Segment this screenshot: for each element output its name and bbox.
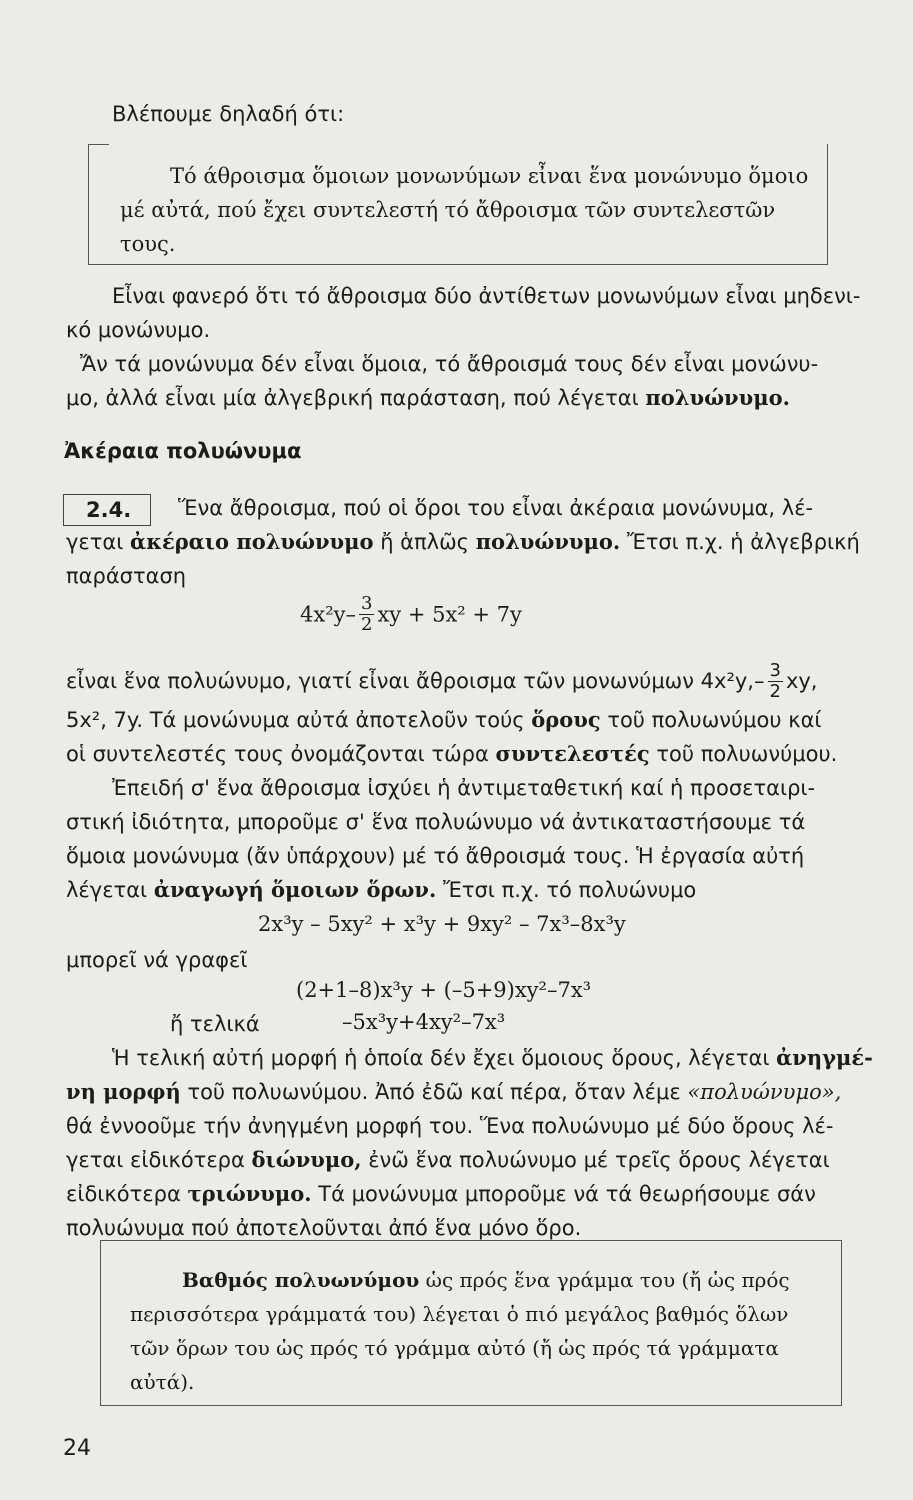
paragraph-5-line-3: ὅμοια μονώνυμα (ἄν ὑπάρχουν) μέ τό ἄθροισμά τους. Ἡ ἐργασία αὐτή [66, 844, 805, 868]
box1-line-3: τους. [120, 232, 176, 256]
paragraph-8-line-1: Ἡ τελική αὐτή μορφή ἡ ὁποία δέν ἔχει ὅμοιους ὅρους, λέγεται ἀνηγμέ- [112, 1045, 873, 1070]
equation-2: 2x³y – 5xy² + x³y + 9xy² – 7x³–8x³y [258, 912, 626, 936]
box1-line-1: Τό άθροισμα ὅμοιων μονωνύμων εἶναι ἕνα μονώνυμο ὅμοιο [170, 164, 809, 188]
paragraph-8-line-5: εἰδικότερα τριώνυμο. Τά μονώνυμα μποροῦμε νά τά θεωρήσουμε σάν [66, 1181, 816, 1206]
paragraph-3-line-3: παράσταση [66, 564, 187, 588]
paragraph-1-line-2: κό μονώνυμο. [66, 318, 211, 342]
section-number: 2.4. [86, 498, 132, 522]
paragraph-2-line-1: Ἄν τά μονώνυμα δέν εἶναι ὅμοια, τό ἄθροισμά τους δέν εἶναι μονώνυ- [80, 352, 819, 376]
box2-line-3: τῶν ὅρων του ὡς πρός τό γράμμα αὐτό (ἤ ὡς πρός τά γράμματα [130, 1336, 779, 1360]
paragraph-3-line-1: Ἕνα ἄθροισμα, πού οἱ ὅροι του εἶναι ἀκέραια μονώνυμα, λέ- [178, 496, 814, 520]
equation-3: (2+1–8)x³y + (–5+9)xy²–7x³ [296, 978, 592, 1002]
paragraph-5-line-2: στική ἰδιότητα, μποροῦμε σ' ἕνα πολυώνυμο νά ἀντικαταστήσουμε τά [66, 810, 806, 834]
paragraph-4-line-3: οἱ συντελεστές τους ὀνομάζονται τώρα συντελεστές τοῦ πολυωνύμου. [66, 741, 838, 766]
term-polynomial: πολυώνυμο. [645, 385, 790, 410]
page-number: 24 [63, 1436, 91, 1461]
paragraph-1-line-1: Εἶναι φανερό ὅτι τό ἄθροισμα δύο ἀντίθετων μονωνύμων εἶναι μηδενι- [112, 284, 861, 308]
paragraph-3-line-2: γεται ἀκέραιο πολυώνυμο ἤ ἁπλῶς πολυώνυμο. Ἔτσι π.χ. ἡ ἀλγεβρική [66, 529, 860, 554]
paragraph-5-line-1: Ἐπειδή σ' ἕνα ἄθροισμα ἰσχύει ἡ ἀντιμεταθετική καί ἡ προσεταιρι- [112, 776, 816, 800]
paragraph-8-line-2: νη μορφή τοῦ πολυωνύμου. Ἀπό ἐδῶ καί πέρα, ὅταν λέμε «πολυώνυμο», [66, 1079, 842, 1104]
box2-line-2: περισσότερα γράμματά του) λέγεται ὁ πιό μεγάλος βαθμός ὅλων [130, 1302, 789, 1326]
paragraph-6: μπορεῖ νά γραφεῖ [66, 948, 248, 972]
equation-4: –5x³y+4xy²–7x³ [342, 1010, 506, 1034]
equation-1: 4x²y– $\frac{3}{2}$ xy + 5x² + 7y [300, 593, 522, 635]
finally-label: ἤ τελικά [170, 1012, 260, 1036]
paragraph-4-line-1: εἶναι ἕνα πολυώνυμο, γιατί εἶναι ἄθροισμα τῶν μονωνύμων 4x²y,– $\frac{3}{2}$ xy, [66, 659, 818, 702]
box2-line-1: Βαθμός πολυωνύμου ὡς πρός ἕνα γράμμα του (ἤ ὡς πρός [182, 1268, 790, 1292]
paragraph-4-line-2: 5x², 7y. Τά μονώνυμα αὐτά ἀποτελοῦν τούς ὅρους τοῦ πολυωνύμου καί [66, 707, 822, 732]
box1-line-2: μέ αὐτά, πού ἔχει συντελεστή τό ἄθροισμα τῶν συντελεστῶν [120, 198, 776, 222]
paragraph-8-line-3: θά ἐννοοῦμε τήν ἀνηγμένη μορφή του. Ἕνα πολυώνυμο μέ δύο ὅρους λέ- [66, 1114, 834, 1138]
paragraph-8-line-4: γεται εἰδικότερα διώνυμο, ἐνῶ ἕνα πολυώνυμο μέ τρεῖς ὅρους λέγεται [66, 1147, 830, 1172]
box2-line-4: αὐτά). [130, 1370, 195, 1394]
paragraph-2-line-2: μο, ἀλλά εἶναι μία ἀλγεβρική παράσταση, πού λέγεται πολυώνυμο. [66, 385, 790, 410]
paragraph-5-line-4: λέγεται ἀναγωγή ὅμοιων ὅρων. Ἔτσι π.χ. τό πολυώνυμο [66, 877, 697, 902]
paragraph-8-line-6: πολυώνυμα πού ἀποτελοῦνται ἀπό ἕνα μόνο ὅρο. [66, 1216, 582, 1240]
section-heading: Ἀκέραια πολυώνυμα [64, 439, 302, 463]
intro-line: Βλέπουμε δηλαδή ότι: [112, 102, 345, 126]
